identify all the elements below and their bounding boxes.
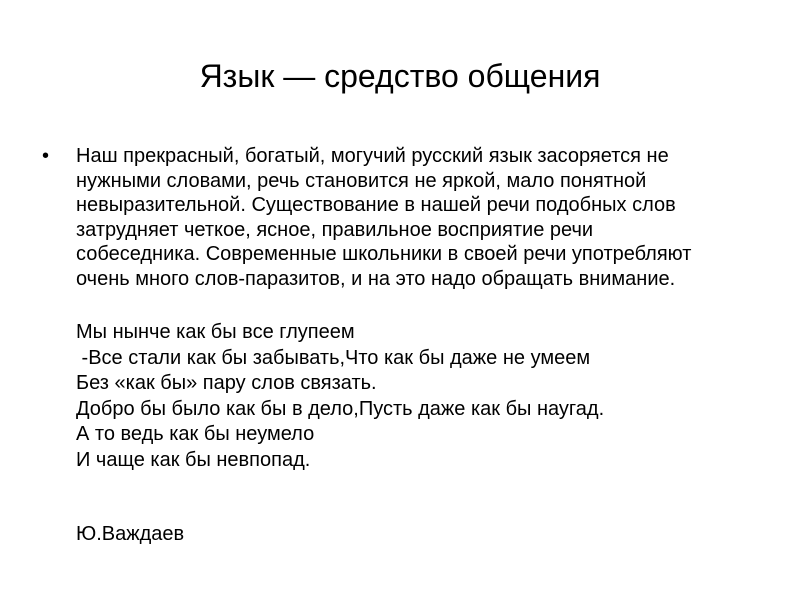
paragraph-line: невыразительной. Существование в нашей речи подобных слов <box>76 194 676 217</box>
bullet-icon: • <box>42 145 50 167</box>
paragraph-line: очень много слов-паразитов, и на это надо обращать внимание. <box>76 267 676 290</box>
poem-line: Мы нынче как бы все глупеем <box>76 321 355 343</box>
poem-line: А то ведь как бы неумело <box>76 423 315 446</box>
paragraph-line: собеседника. Современные школьники в своей речи употребляют <box>76 243 692 266</box>
paragraph-line: затрудняет четкое, ясное, правильное восприятие речи <box>76 218 594 241</box>
poem-line: -Все стали как бы забывать,Что как бы даже не умеем <box>76 346 591 369</box>
paragraph-line: Наш прекрасный, богатый, могучий русский язык засоряется не <box>76 145 669 167</box>
poem-line: И чаще как бы невпопад. <box>76 448 311 471</box>
paragraph-line: нужными словами, речь становится не яркой, мало понятной <box>76 169 647 192</box>
poem-author: Ю.Важдаев <box>76 523 185 545</box>
slide-title: Язык — средство общения <box>199 58 601 94</box>
bullet-paragraph <box>76 144 766 292</box>
poem-line: Без «как бы» пару слов связать. <box>76 372 377 395</box>
poem-line: Добро бы было как бы в дело,Пусть даже как бы наугад. <box>76 397 605 420</box>
poem <box>76 320 756 474</box>
